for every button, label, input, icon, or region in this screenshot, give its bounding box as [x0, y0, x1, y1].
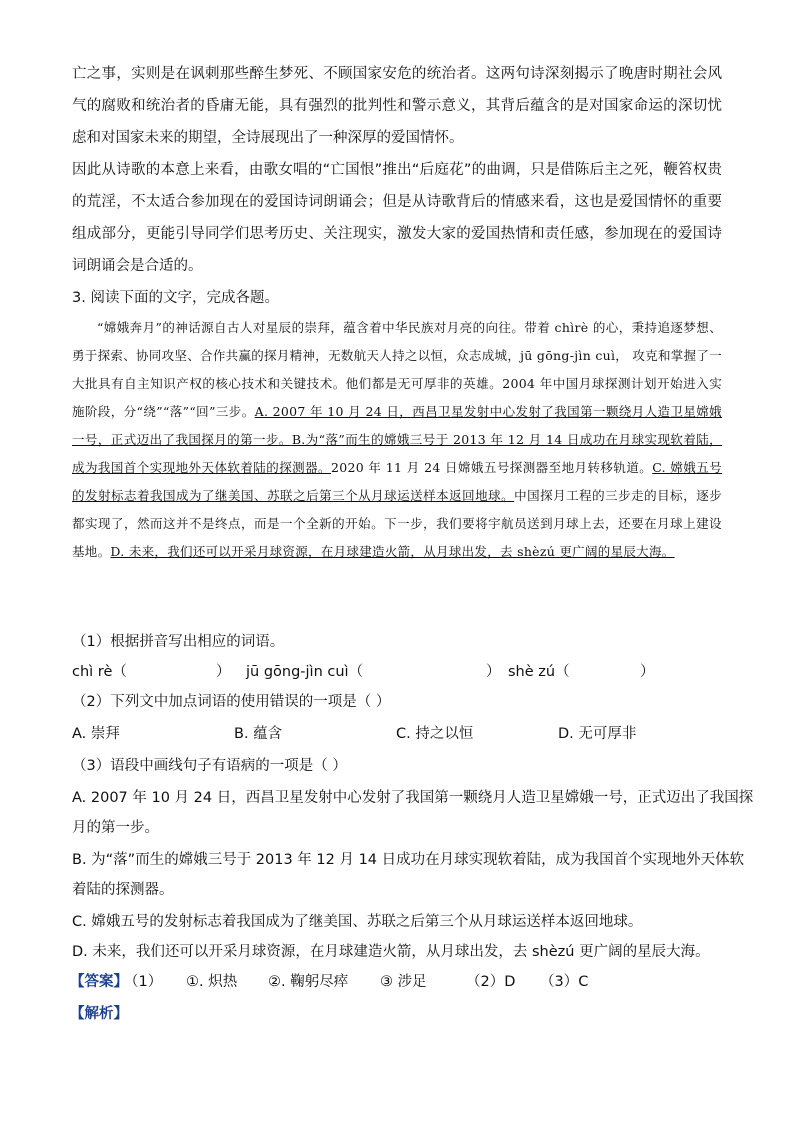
sub2-option-d: D. 无可厚非 — [558, 726, 637, 742]
sub1-item-2-close: ） — [486, 664, 501, 680]
sub3-option-b-line1: B. 为“落”而生的嫦娥三号于 2013 年 12 月 14 日成功在月球实现软着陆，成为我国首个实现地外天体软 — [72, 852, 745, 868]
sub2-title: （2）下列文中加点词语的使用错误的一项是（ ） — [72, 694, 391, 710]
answer-part-3: （3）C — [540, 974, 589, 990]
sub2-option-c: C. 持之以恒 — [396, 726, 474, 742]
answer-tag: 【答案】 — [70, 974, 128, 990]
sub3-option-a-line1: A. 2007 年 10 月 24 日，西昌卫星发射中心发射了我国第一颗绕月人造卫星嫦娥一号，正式迈出了我国探 — [72, 790, 754, 806]
sub3-option-b-line2: 着陆的探测器。 — [72, 882, 174, 898]
sub1-item-3-open: shè zú（ — [508, 664, 570, 680]
passage-text-1: “嫦娥奔月”的神话源自古人对星辰的崇拜，蕴含着中华民族对月亮的向往。带着 chìrè 的心，秉持追逐梦想、勇于探索、协同攻坚、合作共赢的探月精神，无数航天人持之以恒，众志成城，jū gōng-jìn cuì， 攻克和掌握了一大批具有自主知识产权的核心技术和关键技术。他们都是无可厚非的英雄。2004 年中国月球探测计划开始进入实施阶段，分“绕”“落”“回”三步。 — [72, 320, 722, 419]
answer-item-3: ③ 涉足 — [380, 974, 427, 990]
passage-sentence-c: C. 嫦娥五号的发射标志着我国成为了继美国、苏联之后第三个从月球运送样本返回地球。 — [72, 460, 722, 503]
reading-passage — [72, 314, 722, 566]
sub1-item-3-close: ） — [640, 664, 655, 680]
sub3-title: （3）语段中画线句子有语病的一项是（ ） — [72, 758, 347, 774]
sub1-item-1-open: chì rè（ — [72, 664, 127, 680]
conclusion-paragraph: 因此从诗歌的本意上来看，由歌女唱的“亡国恨”推出“后庭花”的曲调，只是借陈后主之死，鞭笞权贵的荒淫，不太适合参加现在的爱国诗词朗诵会；但是从诗歌背后的情感来看，这也是爱国情怀的重要组成部分，更能引导同学们思考历史、关注现实，激发大家的爱国热情和责任感，参加现在的爱国诗词朗诵会是合适的。 — [72, 162, 722, 274]
answer-part-1: （1） — [124, 974, 163, 990]
passage-text-2: 2020 年 11 月 24 日嫦娥五号探测器至地月转移轨道。 — [331, 460, 653, 475]
passage-sentence-a: A. 2007 年 10 月 24 日，西昌卫星发射中心发射了我国第一颗绕月人造卫星嫦娥一号，正式迈出了我国探月的第一步。 — [72, 404, 722, 447]
sub2-option-a: A. 崇拜 — [72, 726, 120, 742]
sub1-title: （1）根据拼音写出相应的词语。 — [72, 634, 285, 650]
sub3-option-c: C. 嫦娥五号的发射标志着我国成为了继美国、苏联之后第三个从月球运送样本返回地球。 — [72, 914, 643, 930]
answer-item-2: ②. 鞠躬尽瘁 — [268, 974, 349, 990]
sub3-option-d: D. 未来，我们还可以开采月球资源，在月球建造火箭，从月球出发，去 shèzú 更广阔的星辰大海。 — [72, 944, 710, 960]
passage-sentence-b: B.为“落”而生的嫦娥三号于 2013 年 12 月 14 日成功在月球实现软着陆，成为我国首个实现地外天体软着陆的探测器。 — [72, 432, 722, 475]
sub3-option-a-line2: 月的第一步。 — [72, 820, 159, 836]
answer-item-1: ①. 炽热 — [186, 974, 238, 990]
intro-paragraph: 亡之事，实则是在讽刺那些醉生梦死、不顾国家安危的统治者。这两句诗深刻揭示了晚唐时期社会风气的腐败和统治者的昏庸无能，具有强烈的批判性和警示意义，其背后蕴含的是对国家命运的深切忧虑和对国家未来的期望，全诗展现出了一种深厚的爱国情怀。 — [72, 66, 722, 146]
analysis-tag: 【解析】 — [70, 1006, 128, 1022]
question3-title: 3. 阅读下面的文字，完成各题。 — [72, 290, 279, 306]
passage-text-3: 中国探月工程的三步走的目标，逐步都实现了，然而这并不是终点，而是一个全新的开始。下一步，我们要将宇航员送到月球上去，还要在月球上建设基地。 — [72, 488, 722, 559]
passage-sentence-d: D. 未来，我们还可以开采月球资源，在月球建造火箭，从月球出发，去 shèzú 更广阔的星辰大海。 — [110, 544, 675, 559]
answer-part-2: （2）D — [466, 974, 516, 990]
sub2-option-b: B. 蕴含 — [234, 726, 283, 742]
sub1-item-2-open: jū gōng-jìn cuì（ — [246, 664, 364, 680]
sub1-item-1-close: ） — [216, 664, 231, 680]
